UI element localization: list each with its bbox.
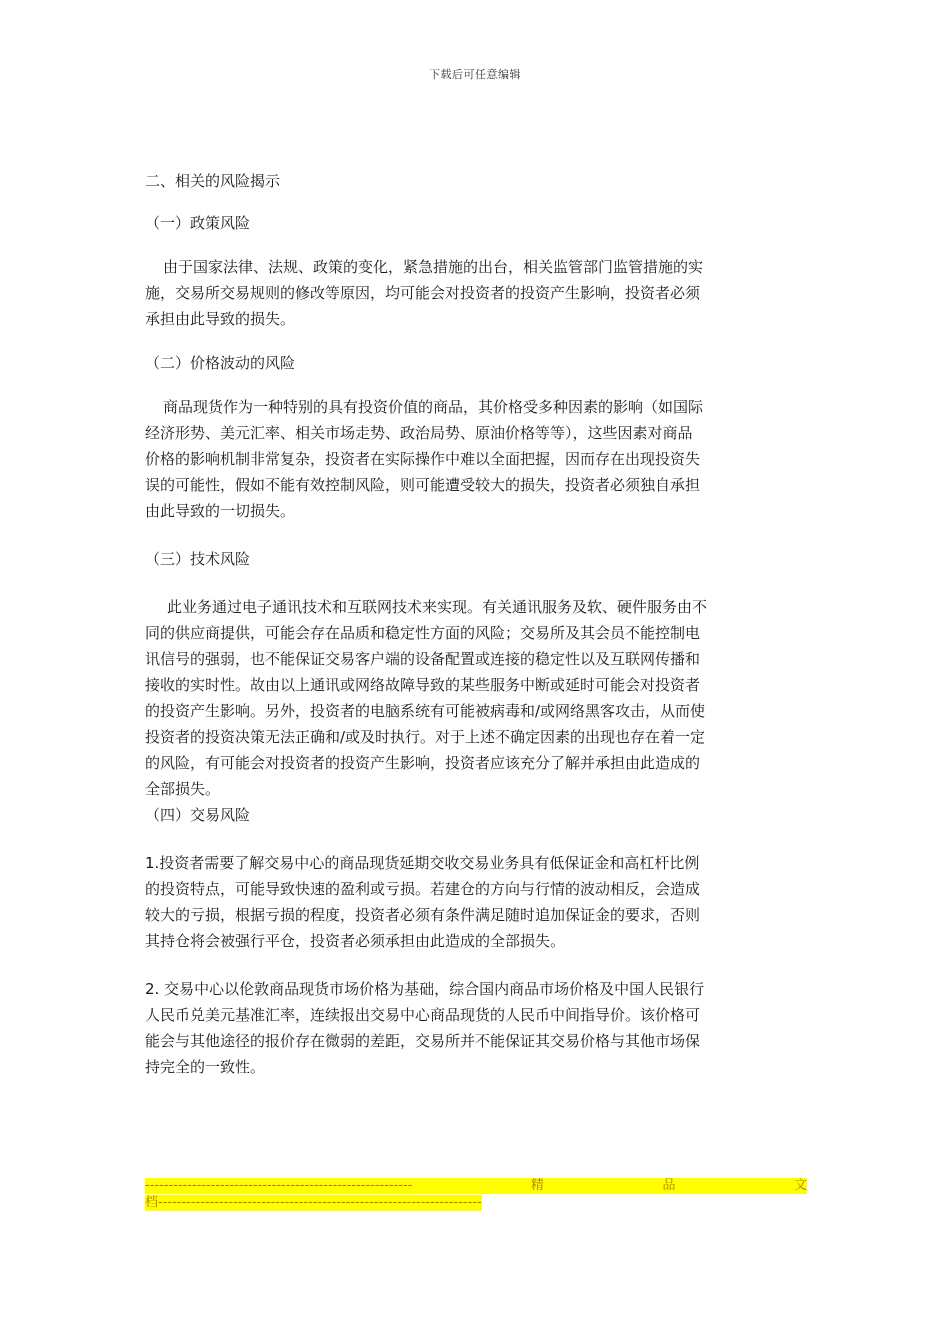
footer-word-1: 精 xyxy=(530,1178,544,1193)
paragraph-trading-risk-1 xyxy=(145,850,805,954)
paragraph-line: 经济形势、美元汇率、相关市场走势、政治局势、原油价格等等），这些因素对商品 xyxy=(145,424,693,442)
paragraph-line: 人民币兑美元基准汇率，连续报出交易中心商品现货的人民币中间指导价。该价格可 xyxy=(145,1006,701,1024)
paragraph-line: 较大的亏损，根据亏损的程度，投资者必须有条件满足随时追加保证金的要求，否则 xyxy=(145,906,701,924)
paragraph-trading-risk-2 xyxy=(145,976,805,1080)
document-body xyxy=(145,168,805,1080)
footer-word-3: 文 xyxy=(793,1178,807,1193)
paragraph-line: 1.投资者需要了解交易中心的商品现货延期交收交易业务具有低保证金和高杠杆比例 xyxy=(145,854,700,872)
paragraph-line: 的风险，有可能会对投资者的投资产生影响，投资者应该充分了解并承担由此造成的 xyxy=(145,754,701,772)
paragraph-line: 同的供应商提供，可能会存在品质和稳定性方面的风险；交易所及其会员不能控制电 xyxy=(145,624,701,642)
paragraph-line: 2. 交易中心以伦敦商品现货市场价格为基础，综合国内商品市场价格及中国人民银行 xyxy=(145,980,705,998)
paragraph-line: 此业务通过电子通讯技术和互联网技术来实现。有关通讯服务及软、硬件服务由不 xyxy=(167,598,708,616)
paragraph-line: 其持仓将会被强行平仓，投资者必须承担由此造成的全部损失。 xyxy=(145,932,566,950)
subsection-heading-price: （二）价格波动的风险 xyxy=(145,354,296,372)
paragraph-line: 承担由此导致的损失。 xyxy=(145,310,296,328)
paragraph-line: 全部损失。 xyxy=(145,780,221,798)
subsection-heading-technical: （三）技术风险 xyxy=(145,550,251,568)
paragraph-technical-risk xyxy=(145,594,805,802)
subsection-heading-policy: （一）政策风险 xyxy=(145,214,251,232)
footer-line2-prefix: 档 xyxy=(145,1195,159,1210)
paragraph-line: 能会与其他途径的报价存在微弱的差距，交易所并不能保证其交易价格与其他市场保 xyxy=(145,1032,701,1050)
paragraph-line: 讯信号的强弱，也不能保证交易客户端的设备配置或连接的稳定性以及互联网传播和 xyxy=(145,650,701,668)
page-header: 下载后可任意编辑 xyxy=(429,68,521,81)
footer-word-2: 品 xyxy=(662,1178,676,1193)
footer-dashes-right: --------------------------------------------------------------------- xyxy=(158,1195,482,1210)
paragraph-policy-risk xyxy=(145,254,805,332)
paragraph-line: 由于国家法律、法规、政策的变化，紧急措施的出台，相关监管部门监管措施的实 xyxy=(163,258,704,276)
paragraph-line: 商品现货作为一种特别的具有投资价值的商品，其价格受多种因素的影响（如国际 xyxy=(163,398,704,416)
footer-line-1 xyxy=(145,1178,807,1194)
paragraph-line: 误的可能性，假如不能有效控制风险，则可能遭受较大的损失，投资者必须独自承担 xyxy=(145,476,701,494)
footer-line-2-wrap xyxy=(145,1195,482,1211)
footer-dashes-left: --------------------------------------------------------- xyxy=(145,1178,413,1193)
paragraph-line: 持完全的一致性。 xyxy=(145,1058,266,1076)
paragraph-line: 由此导致的一切损失。 xyxy=(145,502,296,520)
footer-line-2 xyxy=(145,1195,482,1211)
paragraph-line: 接收的实时性。故由以上通讯或网络故障导致的某些服务中断或延时可能会对投资者 xyxy=(145,676,701,694)
paragraph-price-risk xyxy=(145,394,805,524)
paragraph-line: 施，交易所交易规则的修改等原因，均可能会对投资者的投资产生影响，投资者必须 xyxy=(145,284,701,302)
paragraph-line: 投资者的投资决策无法正确和/或及时执行。对于上述不确定因素的出现也存在着一定 xyxy=(145,728,706,746)
paragraph-line: 价格的影响机制非常复杂，投资者在实际操作中难以全面把握，因而存在出现投资失 xyxy=(145,450,701,468)
footer-watermark xyxy=(145,1178,807,1194)
paragraph-line: 的投资产生影响。另外，投资者的电脑系统有可能被病毒和/或网络黑客攻击，从而使 xyxy=(145,702,706,720)
section-title: 二、相关的风险揭示 xyxy=(145,172,281,190)
subsection-heading-trading: （四）交易风险 xyxy=(145,806,251,824)
paragraph-line: 的投资特点，可能导致快速的盈利或亏损。若建仓的方向与行情的波动相反，会造成 xyxy=(145,880,701,898)
